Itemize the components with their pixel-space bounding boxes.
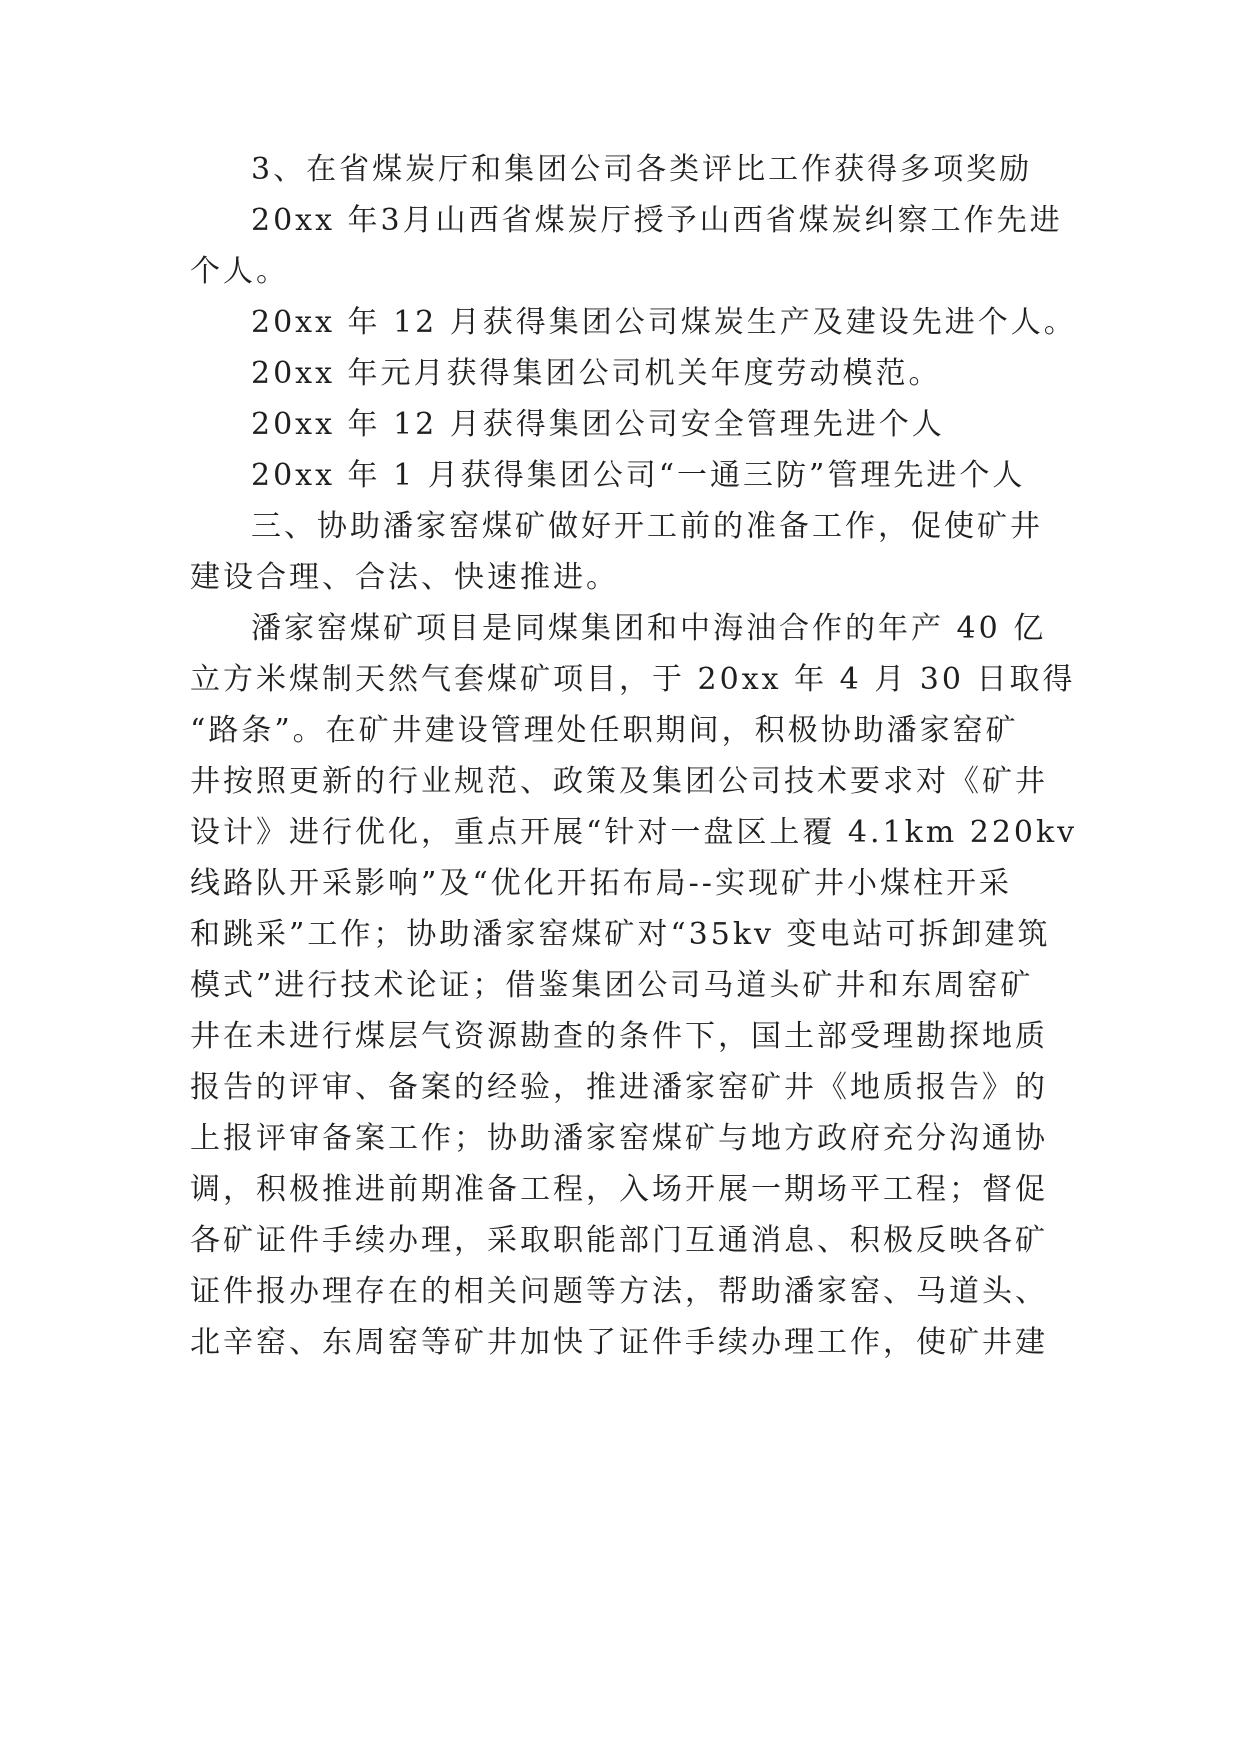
body-text-line: 20xx 年 12 月获得集团公司安全管理先进个人 [251, 407, 945, 442]
section-heading-line: 三、协助潘家窑煤矿做好开工前的准备工作，促使矿井 [251, 509, 1043, 544]
section-heading-line: 建设合理、合法、快速推进。 [190, 560, 619, 595]
body-text-line: 和跳采”工作；协助潘家窑煤矿对“35kv 变电站可拆卸建筑 [190, 917, 1051, 952]
body-text-line: 各矿证件手续办理，采取职能部门互通消息、积极反映各矿 [190, 1223, 1048, 1258]
body-text-line: 20xx 年 12 月获得集团公司煤炭生产及建设先进个人。 [251, 305, 1077, 340]
body-text-line: 上报评审备案工作；协助潘家窑煤矿与地方政府充分沟通协 [190, 1121, 1048, 1156]
body-text-line: 立方米煤制天然气套煤矿项目，于 20xx 年 4 月 30 日取得 [190, 662, 1076, 697]
body-text-line: 报告的评审、备案的经验，推进潘家窑矿井《地质报告》的 [190, 1070, 1048, 1105]
body-text-line: 井按照更新的行业规范、政策及集团公司技术要求对《矿井 [190, 764, 1048, 799]
body-text-line: 潘家窑煤矿项目是同煤集团和中海油合作的年产 40 亿 [251, 611, 1047, 646]
body-text-line: 井在未进行煤层气资源勘查的条件下，国土部受理勘探地质 [190, 1019, 1048, 1054]
body-text-line: 调，积极推进前期准备工程，入场开展一期场平工程；督促 [190, 1172, 1048, 1207]
body-text-line: 证件报办理存在的相关问题等方法，帮助潘家窑、马道头、 [190, 1274, 1048, 1309]
body-text-line: 个人。 [190, 254, 289, 289]
body-text-line: “路条”。在矿井建设管理处任职期间，积极协助潘家窑矿 [190, 713, 1019, 748]
body-text-line: 模式”进行技术论证；借鉴集团公司马道头矿井和东周窑矿 [190, 968, 1034, 1003]
body-text-line: 20xx 年元月获得集团公司机关年度劳动模范。 [251, 356, 942, 391]
body-text-line: 20xx 年 1 月获得集团公司“一通三防”管理先进个人 [251, 458, 1026, 493]
body-text-line: 3、在省煤炭厅和集团公司各类评比工作获得多项奖励 [251, 152, 1033, 187]
body-text-line: 20xx 年3月山西省煤炭厅授予山西省煤炭纠察工作先进 [251, 203, 1063, 238]
body-text-line: 设计》进行优化，重点开展“针对一盘区上覆 4.1km 220kv [190, 815, 1078, 850]
body-text-line: 线路队开采影响”及“优化开拓布局--实现矿井小煤柱开采 [190, 866, 1012, 901]
body-text-line: 北辛窑、东周窑等矿井加快了证件手续办理工作，使矿井建 [190, 1325, 1048, 1360]
